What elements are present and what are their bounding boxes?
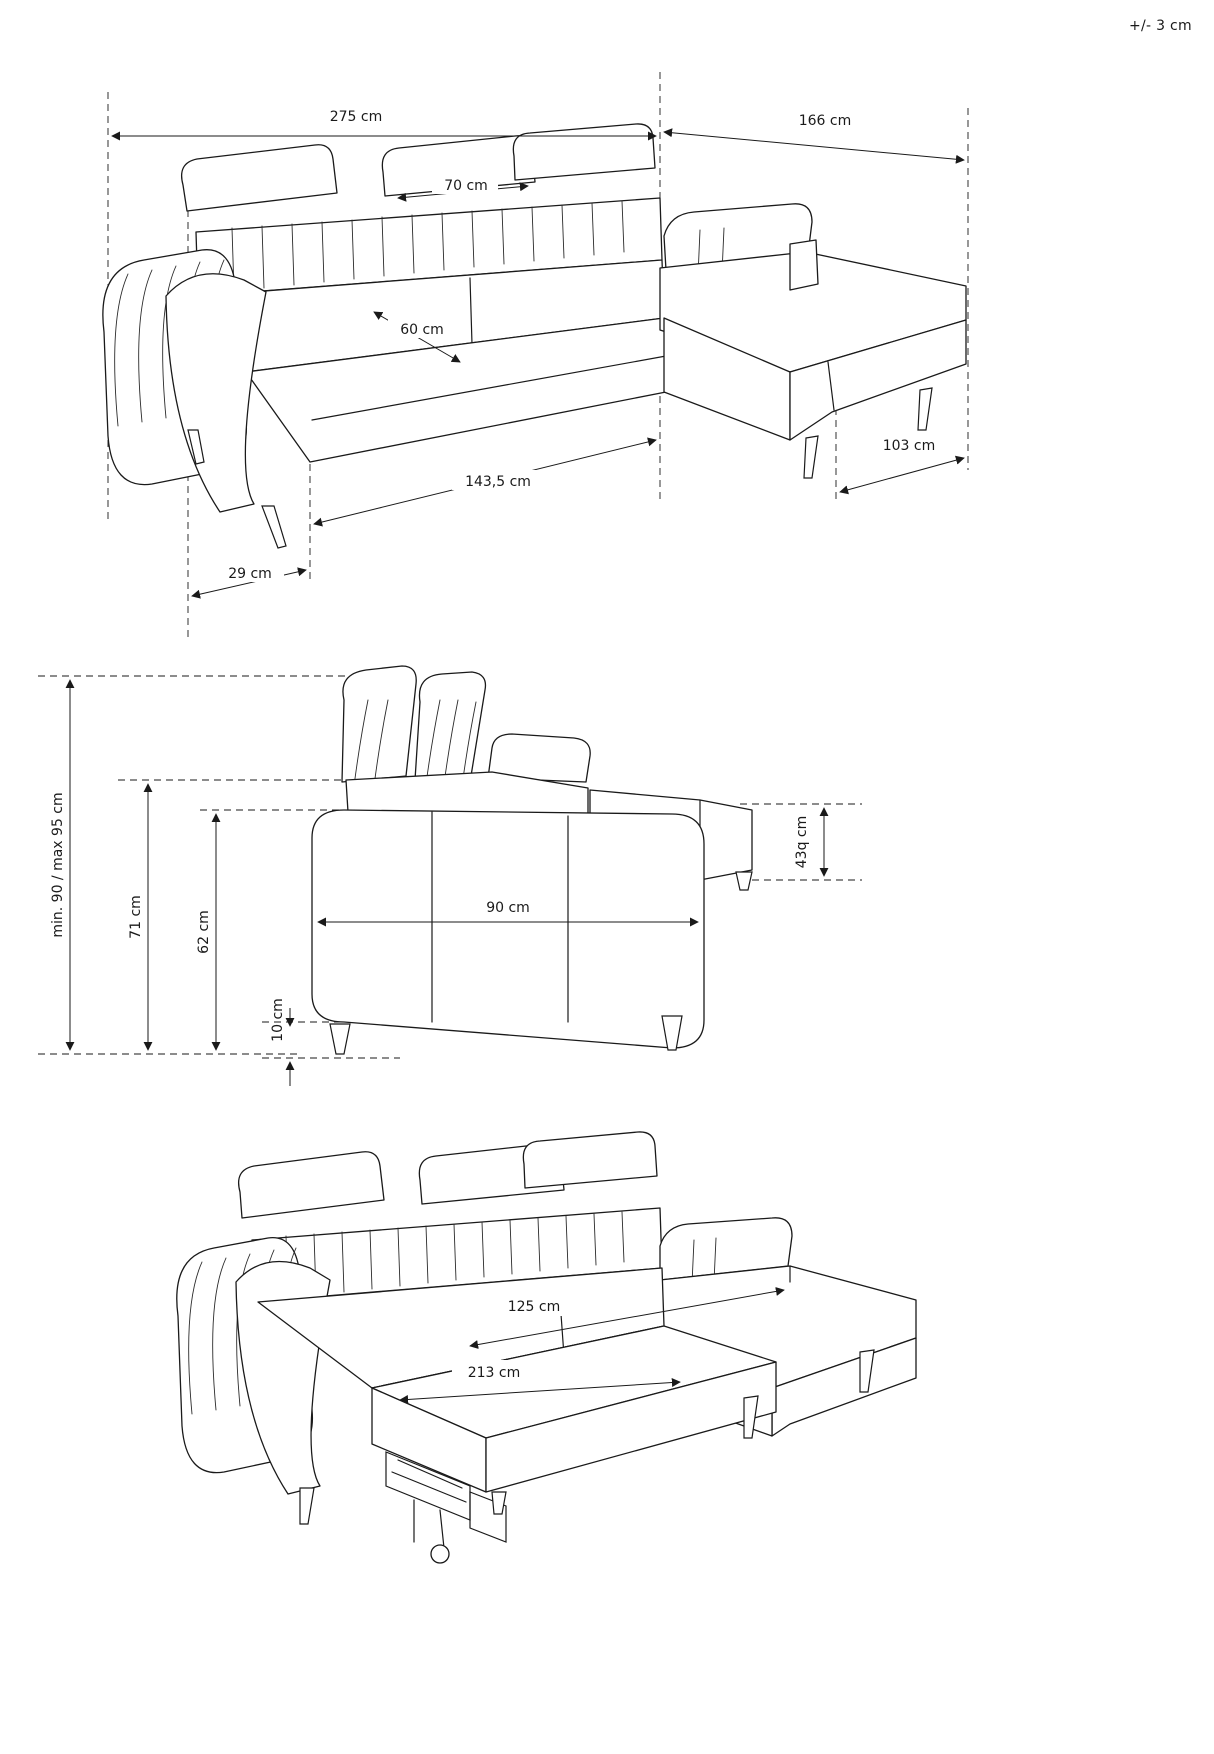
dimension-label: 62 cm bbox=[196, 910, 212, 954]
dimension-29cm bbox=[192, 562, 306, 596]
bed-mechanism-wheel bbox=[431, 1545, 449, 1563]
sofa-leg bbox=[918, 388, 932, 430]
dimension-43cm bbox=[794, 808, 824, 876]
dimension-label: 70 cm bbox=[444, 178, 488, 194]
sofa-leg bbox=[492, 1492, 506, 1514]
sofa-leg bbox=[736, 872, 752, 890]
sofa-leg bbox=[300, 1488, 314, 1524]
dimension-label: 275 cm bbox=[329, 109, 383, 125]
dimension-143-5cm bbox=[314, 440, 656, 524]
dimension-label: 60 cm bbox=[400, 322, 444, 338]
dimension-166cm bbox=[664, 108, 964, 160]
dimension-label: 90 cm bbox=[486, 900, 530, 916]
sofa-leg bbox=[804, 436, 818, 478]
figure-side-view bbox=[38, 666, 862, 1086]
dimension-label: 10 cm bbox=[270, 998, 286, 1042]
figure-perspective-view bbox=[103, 72, 968, 640]
dimension-71cm bbox=[128, 784, 148, 1050]
sofa-leg bbox=[330, 1024, 350, 1054]
sofa-leg bbox=[262, 506, 286, 548]
dimension-label: 143,5 cm bbox=[465, 474, 531, 490]
tolerance-note: +/- 3 cm bbox=[1128, 18, 1192, 34]
sofa-side-body bbox=[312, 666, 752, 1054]
dimension-label: 125 cm bbox=[507, 1299, 561, 1315]
dimension-103cm bbox=[840, 434, 964, 492]
dimension-label: 71 cm bbox=[128, 895, 144, 939]
dimension-label: 166 cm bbox=[798, 113, 852, 129]
dimension-label: min. 90 / max 95 cm bbox=[50, 792, 66, 938]
dimension-label: 213 cm bbox=[467, 1365, 521, 1381]
figure-bed-view bbox=[177, 1132, 916, 1563]
dimension-label: 43q cm bbox=[794, 815, 810, 869]
dimension-62cm bbox=[196, 814, 216, 1050]
dimension-10cm bbox=[270, 998, 290, 1086]
dimension-label: 29 cm bbox=[228, 566, 272, 582]
dimension-total-height bbox=[50, 680, 70, 1050]
dimension-label: 103 cm bbox=[882, 438, 936, 454]
sofa-bed-body bbox=[177, 1132, 916, 1563]
